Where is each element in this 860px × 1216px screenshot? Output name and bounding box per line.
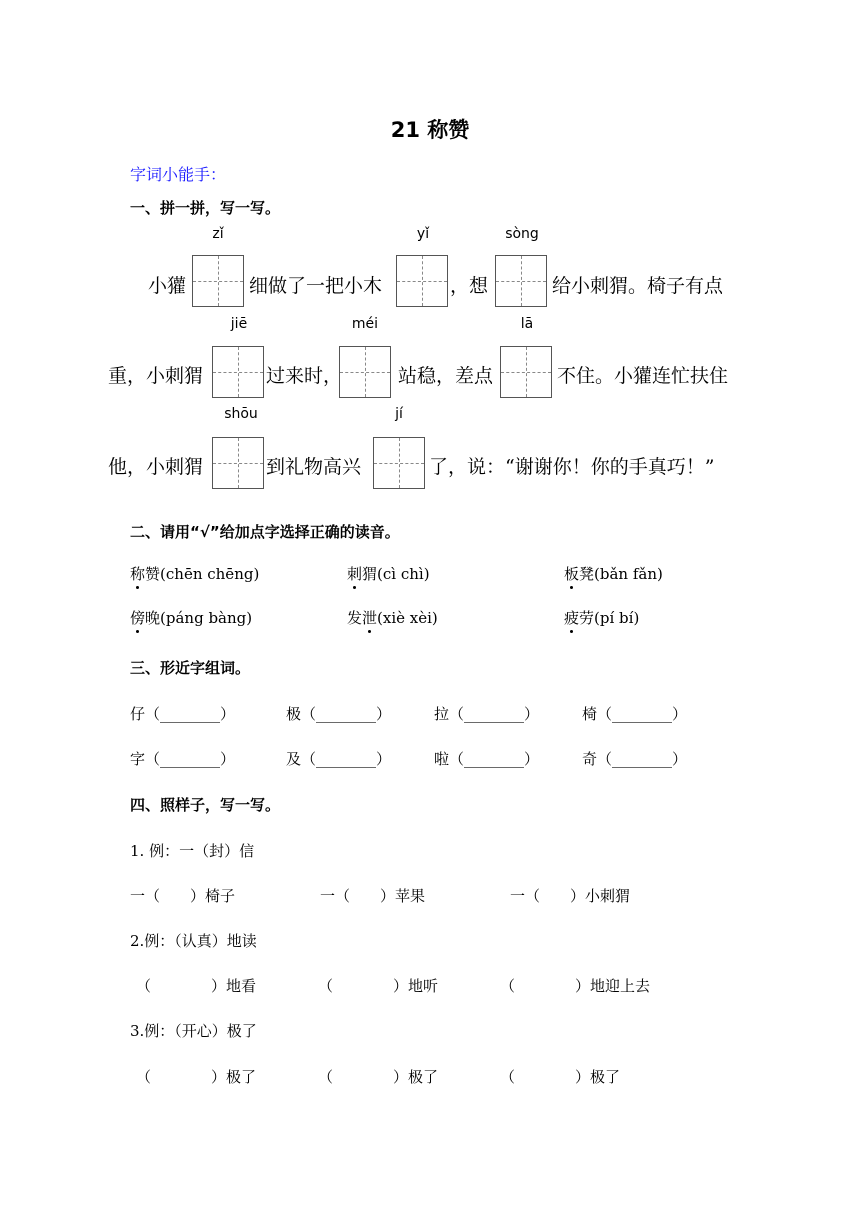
writing-grid-box[interactable] bbox=[212, 437, 264, 489]
fill-item[interactable]: （ ）地看 bbox=[136, 977, 257, 995]
char: 赞 bbox=[145, 565, 161, 583]
text-segment: 不住。小獾连忙扶住 bbox=[557, 365, 729, 387]
pinyin: sòng bbox=[505, 226, 539, 242]
writing-grid-box[interactable] bbox=[192, 255, 244, 307]
word-blank[interactable]: 椅（________） bbox=[582, 705, 688, 723]
fill-item[interactable]: 一（ ）小刺猬 bbox=[510, 887, 631, 905]
writing-grid-box[interactable] bbox=[212, 346, 264, 398]
example-3: 3.例：（开心）极了 bbox=[130, 1022, 257, 1040]
char: 晚 bbox=[145, 609, 161, 627]
char: 劳 bbox=[579, 609, 595, 627]
pinyin: zǐ bbox=[212, 226, 224, 242]
word-blank[interactable]: 极（________） bbox=[286, 705, 392, 723]
char: 凳 bbox=[579, 565, 595, 583]
text-segment: 小獾 bbox=[148, 275, 187, 297]
text-segment: 他，小刺猬 bbox=[108, 456, 204, 478]
reading-options[interactable]: (pí bí) bbox=[594, 609, 640, 627]
dotted-char: 泄 bbox=[362, 609, 378, 627]
reading-options[interactable]: (páng bàng) bbox=[160, 609, 253, 627]
word-blank[interactable]: 字（________） bbox=[130, 750, 236, 768]
dotted-char: 板 bbox=[564, 565, 580, 583]
q2-heading: 二、请用“√”给加点字选择正确的读音。 bbox=[130, 523, 400, 541]
example-1: 1. 例：一（封）信 bbox=[130, 842, 255, 860]
char: 发 bbox=[347, 609, 363, 627]
word-blank[interactable]: 仔（________） bbox=[130, 705, 236, 723]
fill-item[interactable]: （ ）地听 bbox=[318, 977, 439, 995]
word-blank[interactable]: 啦（________） bbox=[434, 750, 540, 768]
text-segment: 重，小刺猬 bbox=[108, 365, 204, 387]
writing-grid-box[interactable] bbox=[500, 346, 552, 398]
reading-item bbox=[130, 607, 252, 628]
fill-item[interactable]: （ ）极了 bbox=[136, 1068, 257, 1086]
text-segment: 过来时， bbox=[266, 365, 343, 387]
word-blank[interactable]: 及（________） bbox=[286, 750, 392, 768]
example-2: 2.例：（认真）地读 bbox=[130, 932, 257, 950]
dotted-char: 称 bbox=[130, 565, 146, 583]
pinyin: jí bbox=[395, 406, 403, 422]
dotted-char: 傍 bbox=[130, 609, 146, 627]
text-segment: ，想 bbox=[450, 275, 489, 297]
word-blank[interactable]: 奇（________） bbox=[582, 750, 688, 768]
q3-heading: 三、形近字组词。 bbox=[130, 659, 251, 677]
fill-item[interactable]: 一（ ）椅子 bbox=[130, 887, 236, 905]
reading-item bbox=[347, 563, 430, 584]
fill-item[interactable]: 一（ ）苹果 bbox=[320, 887, 426, 905]
reading-item bbox=[130, 563, 259, 584]
fill-item[interactable]: （ ）地迎上去 bbox=[500, 977, 651, 995]
text-segment: 到礼物高兴 bbox=[266, 456, 362, 478]
fill-item[interactable]: （ ）极了 bbox=[318, 1068, 439, 1086]
dotted-char: 刺 bbox=[347, 565, 363, 583]
dotted-char: 疲 bbox=[564, 609, 580, 627]
page-title: 21 称赞 bbox=[390, 118, 470, 142]
pinyin: méi bbox=[351, 316, 379, 332]
writing-grid-box[interactable] bbox=[396, 255, 448, 307]
writing-grid-box[interactable] bbox=[373, 437, 425, 489]
text-segment: 给小刺猬。椅子有点 bbox=[552, 275, 724, 297]
pinyin: yǐ bbox=[416, 226, 430, 242]
q4-heading: 四、照样子，写一写。 bbox=[130, 796, 281, 814]
reading-options[interactable]: (cì chì) bbox=[377, 565, 430, 583]
reading-options[interactable]: (bǎn fǎn) bbox=[594, 565, 663, 583]
word-blank[interactable]: 拉（________） bbox=[434, 705, 540, 723]
reading-item bbox=[347, 607, 438, 628]
pinyin: jiē bbox=[230, 316, 248, 332]
q1-heading: 一、拼一拼，写一写。 bbox=[130, 199, 281, 217]
fill-item[interactable]: （ ）极了 bbox=[500, 1068, 621, 1086]
reading-item bbox=[564, 607, 639, 628]
pinyin: shōu bbox=[224, 406, 258, 422]
text-segment: 细做了一把小木 bbox=[249, 275, 383, 297]
text-segment: 了，说：“谢谢你！你的手真巧！” bbox=[429, 456, 715, 478]
reading-options[interactable]: (chēn chēng) bbox=[160, 565, 260, 583]
char: 猬 bbox=[362, 565, 378, 583]
reading-item bbox=[564, 563, 663, 584]
text-segment: 站稳，差点 bbox=[398, 365, 494, 387]
section-label: 字词小能手： bbox=[130, 165, 227, 184]
writing-grid-box[interactable] bbox=[339, 346, 391, 398]
writing-grid-box[interactable] bbox=[495, 255, 547, 307]
pinyin: lā bbox=[520, 316, 534, 332]
reading-options[interactable]: (xiè xèi) bbox=[377, 609, 438, 627]
